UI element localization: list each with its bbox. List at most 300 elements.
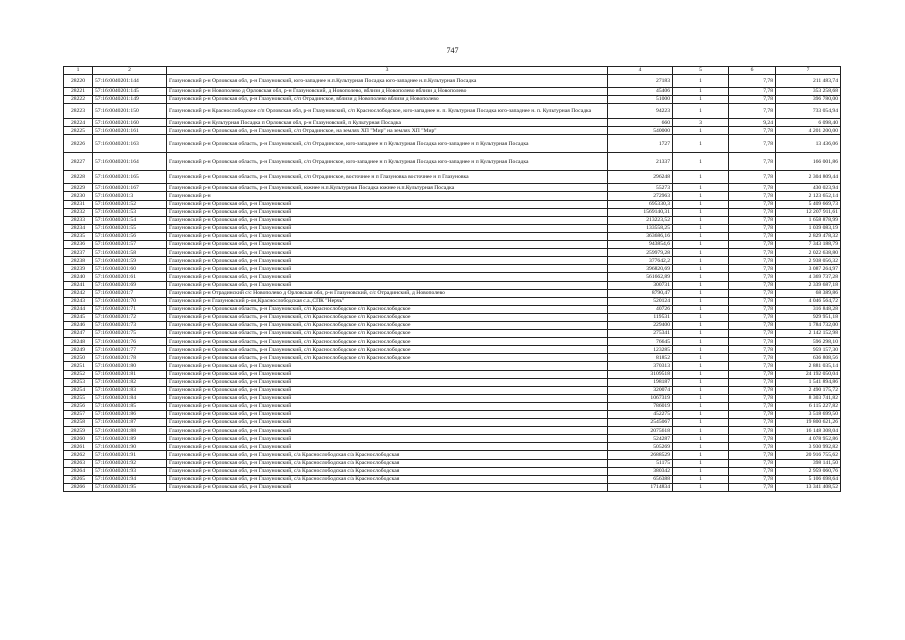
specific-value-cell: 7,78 bbox=[729, 451, 776, 459]
cadastral-number-cell: 57:16:0040201:149 bbox=[93, 96, 167, 104]
area-cell: 370313 bbox=[608, 362, 673, 370]
specific-value-cell: 7,78 bbox=[729, 394, 776, 402]
area-cell: 51000 bbox=[608, 96, 673, 104]
cadastral-value-cell: 16 148 308,04 bbox=[776, 427, 841, 435]
cadastral-value-cell: 2 123 652,14 bbox=[776, 192, 841, 200]
specific-value-cell: 7,78 bbox=[729, 135, 776, 153]
page-number: 747 bbox=[446, 46, 459, 55]
row-number-cell: 28246 bbox=[64, 321, 93, 329]
group-cell: 1 bbox=[673, 192, 729, 200]
table-row bbox=[64, 224, 841, 232]
area-cell: 76645 bbox=[608, 338, 673, 346]
table-row bbox=[64, 192, 841, 200]
row-number-cell: 28264 bbox=[64, 467, 93, 475]
area-cell: 520124 bbox=[608, 297, 673, 305]
cadastral-number-cell: 57:16:0040201:71 bbox=[93, 305, 167, 313]
table-row bbox=[64, 321, 841, 329]
group-cell: 1 bbox=[673, 378, 729, 386]
specific-value-cell: 7,78 bbox=[729, 370, 776, 378]
group-cell: 1 bbox=[673, 281, 729, 289]
specific-value-cell: 7,78 bbox=[729, 171, 776, 184]
cadastral-number-cell: 57:16:0040201:60 bbox=[93, 265, 167, 273]
column-header-5: 5 bbox=[673, 67, 729, 75]
cadastral-value-cell: 7 343 188,79 bbox=[776, 241, 841, 249]
address-cell: Глазуновский р-н Орловская обл, р-н Глазуновский, юго-западнее н.п.Культурная Посадка юго-западнее н.п.Культурная Посадка bbox=[167, 75, 608, 88]
area-cell: 380342 bbox=[608, 467, 673, 475]
area-cell: 2545067 bbox=[608, 419, 673, 427]
specific-value-cell: 7,78 bbox=[729, 338, 776, 346]
cadastral-number-cell: 57:16:0040201:3 bbox=[93, 192, 167, 200]
specific-value-cell: 7,78 bbox=[729, 402, 776, 410]
group-cell: 1 bbox=[673, 313, 729, 321]
specific-value-cell: 7,78 bbox=[729, 378, 776, 386]
specific-value-cell: 7,78 bbox=[729, 241, 776, 249]
table-row bbox=[64, 88, 841, 96]
area-cell: 396820,69 bbox=[608, 265, 673, 273]
table-row bbox=[64, 104, 841, 119]
specific-value-cell: 7,78 bbox=[729, 216, 776, 224]
table-row bbox=[64, 281, 841, 289]
cadastral-value-cell: 166 001,86 bbox=[776, 153, 841, 171]
area-cell: 452275 bbox=[608, 411, 673, 419]
address-cell: Глазуновский р-н Орловская обл, р-н Глазуновский bbox=[167, 419, 608, 427]
group-cell: 1 bbox=[673, 459, 729, 467]
group-cell: 1 bbox=[673, 297, 729, 305]
area-cell: 213223,52 bbox=[608, 216, 673, 224]
table-row bbox=[64, 443, 841, 451]
group-cell: 1 bbox=[673, 200, 729, 208]
address-cell: Глазуновский р-н Орловская обл, р-н Глазуновский bbox=[167, 265, 608, 273]
cadastral-number-cell: 57:16:0040201:87 bbox=[93, 419, 167, 427]
area-cell: 1067319 bbox=[608, 394, 673, 402]
specific-value-cell: 7,78 bbox=[729, 184, 776, 192]
table-row bbox=[64, 249, 841, 257]
cadastral-number-cell: 57:16:0040201:95 bbox=[93, 483, 167, 491]
cadastral-number-cell: 57:16:0040201:75 bbox=[93, 330, 167, 338]
cadastral-value-cell: 68 389,86 bbox=[776, 289, 841, 297]
row-number-cell: 28221 bbox=[64, 88, 93, 96]
group-cell: 1 bbox=[673, 435, 729, 443]
specific-value-cell: 7,78 bbox=[729, 443, 776, 451]
table-row bbox=[64, 313, 841, 321]
area-cell: 81852 bbox=[608, 354, 673, 362]
column-header-7: 7 bbox=[776, 67, 841, 75]
row-number-cell: 28231 bbox=[64, 200, 93, 208]
table-row bbox=[64, 289, 841, 297]
area-cell: 119531 bbox=[608, 313, 673, 321]
cadastral-number-cell: 57:16:0040201:164 bbox=[93, 153, 167, 171]
table-row bbox=[64, 362, 841, 370]
specific-value-cell: 7,78 bbox=[729, 305, 776, 313]
cadastral-number-cell: 57:16:0040201:163 bbox=[93, 135, 167, 153]
cadastral-value-cell: 733 054,94 bbox=[776, 104, 841, 119]
area-cell: 300731 bbox=[608, 281, 673, 289]
cadastral-value-cell: 596 298,10 bbox=[776, 338, 841, 346]
group-cell: 1 bbox=[673, 419, 729, 427]
cadastral-value-cell: 6 098,40 bbox=[776, 119, 841, 127]
row-number-cell: 28228 bbox=[64, 171, 93, 184]
cadastral-value-cell: 12 207 911,61 bbox=[776, 208, 841, 216]
group-cell: 1 bbox=[673, 75, 729, 88]
table-row bbox=[64, 273, 841, 281]
specific-value-cell: 7,78 bbox=[729, 346, 776, 354]
group-cell: 1 bbox=[673, 402, 729, 410]
row-number-cell: 28222 bbox=[64, 96, 93, 104]
specific-value-cell: 7,78 bbox=[729, 289, 776, 297]
address-cell: Глазуновский р-н Орловская область, р-н Глазуновский, с/п Краснослободское с/п Краснослободское bbox=[167, 346, 608, 354]
address-cell: Глазуновский р-н Орловская обл, р-н Глазуновский bbox=[167, 200, 608, 208]
group-cell: 1 bbox=[673, 338, 729, 346]
specific-value-cell: 7,78 bbox=[729, 459, 776, 467]
table-row bbox=[64, 171, 841, 184]
cadastral-value-cell: 3 930 992,82 bbox=[776, 443, 841, 451]
cadastral-number-cell: 57:16:0040201:78 bbox=[93, 354, 167, 362]
group-cell: 1 bbox=[673, 184, 729, 192]
table-row bbox=[64, 257, 841, 265]
column-header-4: 4 bbox=[608, 67, 673, 75]
row-number-cell: 28237 bbox=[64, 249, 93, 257]
address-cell: Глазуновский р-н Новополево д Орловская обл, р-н Глазуновский, д Новополево, вблизи д Новополево вблизи д Новополево bbox=[167, 88, 608, 96]
cadastral-table-sheet bbox=[63, 66, 841, 492]
address-cell: Глазуновский р-н Орловская обл, р-н Глазуновский bbox=[167, 208, 608, 216]
address-cell: Глазуновский р-н Орловская обл, р-н Глазуновский bbox=[167, 483, 608, 491]
row-number-cell: 28224 bbox=[64, 119, 93, 127]
table-row bbox=[64, 370, 841, 378]
address-cell: Глазуновский р-н Орловская обл, р-н Глазуновский bbox=[167, 427, 608, 435]
row-number-cell: 28258 bbox=[64, 419, 93, 427]
cadastral-number-cell: 57:16:0040201:54 bbox=[93, 216, 167, 224]
row-number-cell: 28223 bbox=[64, 104, 93, 119]
cadastral-number-cell: 57:16:0040201:91 bbox=[93, 451, 167, 459]
column-number-header-row bbox=[64, 67, 841, 75]
table-row bbox=[64, 427, 841, 435]
address-cell: Глазуновский р-н Орловская область, р-н Глазуновский, с/п Краснослободское с/п Краснослободское bbox=[167, 330, 608, 338]
specific-value-cell: 7,78 bbox=[729, 127, 776, 135]
cadastral-value-cell: 430 023,94 bbox=[776, 184, 841, 192]
specific-value-cell: 9,24 bbox=[729, 119, 776, 127]
group-cell: 1 bbox=[673, 171, 729, 184]
specific-value-cell: 7,78 bbox=[729, 330, 776, 338]
cadastral-value-cell: 4 046 564,72 bbox=[776, 297, 841, 305]
group-cell: 1 bbox=[673, 305, 729, 313]
address-cell: Глазуновский р-н Отрадинский с/с Новополево д Орловская обл, р-н Глазуновский, с/с Отрадинский, д Новополево bbox=[167, 289, 608, 297]
column-header-6: 6 bbox=[729, 67, 776, 75]
cadastral-number-cell: 57:16:0040201:61 bbox=[93, 273, 167, 281]
row-number-cell: 28236 bbox=[64, 241, 93, 249]
specific-value-cell: 7,78 bbox=[729, 153, 776, 171]
area-cell: 51175 bbox=[608, 459, 673, 467]
address-cell: Глазуновский р-н Орловская область, р-н Глазуновский, с/п Отрадинское, юго-западнее н п Культурная Посадка юго-западнее н п Культурная Посадка bbox=[167, 135, 608, 153]
area-cell: 133558,25 bbox=[608, 224, 673, 232]
row-number-cell: 28265 bbox=[64, 475, 93, 483]
table-row bbox=[64, 451, 841, 459]
address-cell: Глазуновский р-н Орловская область, р-н Глазуновский, с/п Краснослободское с/п Краснослободское bbox=[167, 313, 608, 321]
group-cell: 1 bbox=[673, 96, 729, 104]
row-number-cell: 28227 bbox=[64, 153, 93, 171]
group-cell: 1 bbox=[673, 346, 729, 354]
area-cell: 524287 bbox=[608, 435, 673, 443]
cadastral-value-cell: 2 959 060,76 bbox=[776, 467, 841, 475]
group-cell: 1 bbox=[673, 370, 729, 378]
cadastral-number-cell: 57:16:0040201:59 bbox=[93, 257, 167, 265]
table-row bbox=[64, 216, 841, 224]
table-row bbox=[64, 127, 841, 135]
group-cell: 1 bbox=[673, 224, 729, 232]
specific-value-cell: 7,78 bbox=[729, 321, 776, 329]
table-row bbox=[64, 232, 841, 240]
specific-value-cell: 7,78 bbox=[729, 386, 776, 394]
area-cell: 45406 bbox=[608, 88, 673, 96]
row-number-cell: 28247 bbox=[64, 330, 93, 338]
group-cell: 1 bbox=[673, 427, 729, 435]
address-cell: Глазуновский р-н Орловская область, р-н Глазуновский, южнее н.п.Культурная Посадка южнее н.п.Культурная Посадка bbox=[167, 184, 608, 192]
table-row bbox=[64, 435, 841, 443]
cadastral-value-cell: 13 436,06 bbox=[776, 135, 841, 153]
address-cell: Глазуновский р-н Орловская обл, р-н Глазуновский, с/а Краснослободская с/а Краснослободская bbox=[167, 459, 608, 467]
cadastral-number-cell: 57:16:0040201:150 bbox=[93, 104, 167, 119]
table-row bbox=[64, 394, 841, 402]
specific-value-cell: 7,78 bbox=[729, 281, 776, 289]
cadastral-value-cell: 4 369 737,28 bbox=[776, 273, 841, 281]
area-cell: 660 bbox=[608, 119, 673, 127]
row-number-cell: 28244 bbox=[64, 305, 93, 313]
cadastral-value-cell: 5 409 669,73 bbox=[776, 200, 841, 208]
address-cell: Глазуновский р-н Орловская область, р-н Глазуновский, с/п Краснослободское с/п Краснослободское bbox=[167, 338, 608, 346]
row-number-cell: 28254 bbox=[64, 386, 93, 394]
specific-value-cell: 7,78 bbox=[729, 224, 776, 232]
cadastral-number-cell: 57:16:0040201:83 bbox=[93, 386, 167, 394]
cadastral-number-cell: 57:16:0040201:80 bbox=[93, 362, 167, 370]
table-row bbox=[64, 386, 841, 394]
row-number-cell: 28232 bbox=[64, 208, 93, 216]
specific-value-cell: 7,78 bbox=[729, 88, 776, 96]
address-cell: Глазуновский р-н bbox=[167, 192, 608, 200]
cadastral-value-cell: 24 192 050,04 bbox=[776, 370, 841, 378]
cadastral-number-cell: 57:16:0040201:84 bbox=[93, 394, 167, 402]
table-row bbox=[64, 354, 841, 362]
row-number-cell: 28251 bbox=[64, 362, 93, 370]
cadastral-number-cell: 57:16:0040201:55 bbox=[93, 224, 167, 232]
address-cell: Глазуновский р-н Культурная Посадка п Орловская обл, р-н Глазуновский, п Культурная Посадка bbox=[167, 119, 608, 127]
group-cell: 1 bbox=[673, 475, 729, 483]
cadastral-number-cell: 57:16:0040201:53 bbox=[93, 208, 167, 216]
cadastral-number-cell: 57:16:0040201:167 bbox=[93, 184, 167, 192]
table-row bbox=[64, 153, 841, 171]
group-cell: 1 bbox=[673, 394, 729, 402]
cadastral-value-cell: 1 784 732,00 bbox=[776, 321, 841, 329]
address-cell: Глазуновский р-н Орловская обл, р-н Глазуновский, с/а Краснослободская с/а Краснослободская bbox=[167, 475, 608, 483]
specific-value-cell: 7,78 bbox=[729, 435, 776, 443]
row-number-cell: 28248 bbox=[64, 338, 93, 346]
row-number-cell: 28256 bbox=[64, 402, 93, 410]
specific-value-cell: 7,78 bbox=[729, 257, 776, 265]
address-cell: Глазуновский р-н Орловская область, р-н Глазуновский, с/п Краснослободское с/п Краснослободское bbox=[167, 321, 608, 329]
column-header-3: 3 bbox=[167, 67, 608, 75]
row-number-cell: 28240 bbox=[64, 273, 93, 281]
address-cell: Глазуновский р-н Глазуновский р-он,Краснослободская с.а.,СПК "Нерчь" bbox=[167, 297, 608, 305]
area-cell: 561662,89 bbox=[608, 273, 673, 281]
cadastral-number-cell: 57:16:0040201:77 bbox=[93, 346, 167, 354]
address-cell: Глазуновский р-н Орловская область, р-н Глазуновский, с/п Краснослободское с/п Краснослободское bbox=[167, 305, 608, 313]
area-cell: 1714834 bbox=[608, 483, 673, 491]
area-cell: 1569140,31 bbox=[608, 208, 673, 216]
group-cell: 1 bbox=[673, 257, 729, 265]
cadastral-value-cell: 3 518 699,50 bbox=[776, 411, 841, 419]
address-cell: Глазуновский р-н Краснослободское с/п Орловская обл, р-н Глазуновский, с/п Краснослободское, юго-западнее н. п. Культурная Посадка юго-западнее н. п. Культурная Посадка bbox=[167, 104, 608, 119]
cadastral-value-cell: 2 881 035,14 bbox=[776, 362, 841, 370]
cadastral-number-cell: 57:16:0040201:72 bbox=[93, 313, 167, 321]
column-header-2: 2 bbox=[93, 67, 167, 75]
area-cell: 505269 bbox=[608, 443, 673, 451]
table-row bbox=[64, 305, 841, 313]
area-cell: 2688529 bbox=[608, 451, 673, 459]
address-cell: Глазуновский р-н Орловская обл, р-н Глазуновский bbox=[167, 224, 608, 232]
address-cell: Глазуновский р-н Орловская обл, р-н Глазуновский bbox=[167, 386, 608, 394]
cadastral-number-cell: 57:16:0040201:94 bbox=[93, 475, 167, 483]
specific-value-cell: 7,78 bbox=[729, 297, 776, 305]
cadastral-number-cell: 57:16:0040201:57 bbox=[93, 241, 167, 249]
area-cell: 229400 bbox=[608, 321, 673, 329]
table-row bbox=[64, 459, 841, 467]
group-cell: 1 bbox=[673, 467, 729, 475]
row-number-cell: 28259 bbox=[64, 427, 93, 435]
specific-value-cell: 7,78 bbox=[729, 75, 776, 88]
cadastral-number-cell: 57:16:0040201:161 bbox=[93, 127, 167, 135]
cadastral-value-cell: 4 201 200,00 bbox=[776, 127, 841, 135]
cadastral-number-cell: 57:16:0040201:7 bbox=[93, 289, 167, 297]
cadastral-number-cell: 57:16:0040201:90 bbox=[93, 443, 167, 451]
address-cell: Глазуновский р-н Орловская область, р-н Глазуновский, с/п Краснослободское с/п Краснослободское bbox=[167, 354, 608, 362]
column-header-1: 1 bbox=[64, 67, 93, 75]
cadastral-number-cell: 57:16:0040201:89 bbox=[93, 435, 167, 443]
row-number-cell: 28226 bbox=[64, 135, 93, 153]
address-cell: Глазуновский р-н Орловская обл, р-н Глазуновский bbox=[167, 216, 608, 224]
area-cell: 695330,3 bbox=[608, 200, 673, 208]
cadastral-value-cell: 5 106 698,64 bbox=[776, 475, 841, 483]
group-cell: 1 bbox=[673, 241, 729, 249]
table-row bbox=[64, 184, 841, 192]
area-cell: 1727 bbox=[608, 135, 673, 153]
specific-value-cell: 7,78 bbox=[729, 200, 776, 208]
area-cell: 198187 bbox=[608, 378, 673, 386]
table-row bbox=[64, 135, 841, 153]
specific-value-cell: 7,78 bbox=[729, 411, 776, 419]
specific-value-cell: 7,78 bbox=[729, 475, 776, 483]
specific-value-cell: 7,78 bbox=[729, 427, 776, 435]
table-row bbox=[64, 483, 841, 491]
cadastral-number-cell: 57:16:0040201:76 bbox=[93, 338, 167, 346]
row-number-cell: 28249 bbox=[64, 346, 93, 354]
row-number-cell: 28235 bbox=[64, 232, 93, 240]
area-cell: 27183 bbox=[608, 75, 673, 88]
row-number-cell: 28255 bbox=[64, 394, 93, 402]
specific-value-cell: 7,78 bbox=[729, 467, 776, 475]
address-cell: Глазуновский р-н Орловская область, р-н Глазуновский, с/п Отрадинское, юго-западнее н п Культурная Посадка юго-западнее н п Культурная Посадка bbox=[167, 153, 608, 171]
cadastral-number-cell: 57:16:0040201:88 bbox=[93, 427, 167, 435]
row-number-cell: 28263 bbox=[64, 459, 93, 467]
group-cell: 1 bbox=[673, 273, 729, 281]
row-number-cell: 28245 bbox=[64, 313, 93, 321]
table-row bbox=[64, 241, 841, 249]
group-cell: 1 bbox=[673, 411, 729, 419]
cadastral-value-cell: 2 339 687,18 bbox=[776, 281, 841, 289]
address-cell: Глазуновский р-н Орловская обл, р-н Глазуновский, с/п Отрадинское, на землях ХП "Мир" на землях ХП "Мир" bbox=[167, 127, 608, 135]
address-cell: Глазуновский р-н Орловская обл, р-н Глазуновский bbox=[167, 249, 608, 257]
cadastral-value-cell: 396 780,00 bbox=[776, 96, 841, 104]
group-cell: 1 bbox=[673, 232, 729, 240]
row-number-cell: 28233 bbox=[64, 216, 93, 224]
group-cell: 1 bbox=[673, 265, 729, 273]
cadastral-value-cell: 6 115 227,82 bbox=[776, 402, 841, 410]
table-row bbox=[64, 330, 841, 338]
table-row bbox=[64, 96, 841, 104]
table-row bbox=[64, 265, 841, 273]
area-cell: 540000 bbox=[608, 127, 673, 135]
cadastral-number-cell: 57:16:0040201:73 bbox=[93, 321, 167, 329]
group-cell: 1 bbox=[673, 330, 729, 338]
cadastral-number-cell: 57:16:0040201:160 bbox=[93, 119, 167, 127]
address-cell: Глазуновский р-н Орловская обл, р-н Глазуновский bbox=[167, 362, 608, 370]
area-cell: 2075618 bbox=[608, 427, 673, 435]
area-cell: 296248 bbox=[608, 171, 673, 184]
cadastral-value-cell: 929 951,18 bbox=[776, 313, 841, 321]
address-cell: Глазуновский р-н Орловская обл, р-н Глазуновский bbox=[167, 411, 608, 419]
row-number-cell: 28243 bbox=[64, 297, 93, 305]
row-number-cell: 28225 bbox=[64, 127, 93, 135]
specific-value-cell: 7,78 bbox=[729, 362, 776, 370]
cadastral-number-cell: 57:16:0040201:70 bbox=[93, 297, 167, 305]
cadastral-number-cell: 57:16:0040201:85 bbox=[93, 402, 167, 410]
cadastral-number-cell: 57:16:0040201:93 bbox=[93, 467, 167, 475]
address-cell: Глазуновский р-н Орловская область, р-н Глазуновский, с/п Отрадинское, восточнее н п Глазуновка восточнее н п Глазуновка bbox=[167, 171, 608, 184]
group-cell: 1 bbox=[673, 451, 729, 459]
cadastral-value-cell: 4 078 952,86 bbox=[776, 435, 841, 443]
address-cell: Глазуновский р-н Орловская обл, р-н Глазуновский bbox=[167, 370, 608, 378]
group-cell: 1 bbox=[673, 104, 729, 119]
cadastral-number-cell: 57:16:0040201:92 bbox=[93, 459, 167, 467]
area-cell: 94223 bbox=[608, 104, 673, 119]
cadastral-number-cell: 57:16:0040201:52 bbox=[93, 200, 167, 208]
cadastral-number-cell: 57:16:0040201:82 bbox=[93, 378, 167, 386]
cadastral-value-cell: 3 087 264,97 bbox=[776, 265, 841, 273]
cadastral-number-cell: 57:16:0040201:165 bbox=[93, 171, 167, 184]
group-cell: 1 bbox=[673, 88, 729, 96]
row-number-cell: 28239 bbox=[64, 265, 93, 273]
cadastral-value-cell: 211 483,74 bbox=[776, 75, 841, 88]
area-cell: 320074 bbox=[608, 386, 673, 394]
row-number-cell: 28262 bbox=[64, 451, 93, 459]
cadastral-value-cell: 353 258,68 bbox=[776, 88, 841, 96]
specific-value-cell: 7,78 bbox=[729, 265, 776, 273]
group-cell: 1 bbox=[673, 127, 729, 135]
cadastral-number-cell: 57:16:0040201:144 bbox=[93, 75, 167, 88]
specific-value-cell: 7,78 bbox=[729, 419, 776, 427]
specific-value-cell: 7,78 bbox=[729, 96, 776, 104]
row-number-cell: 28238 bbox=[64, 257, 93, 265]
area-cell: 943854,6 bbox=[608, 241, 673, 249]
area-cell: 259979,28 bbox=[608, 249, 673, 257]
specific-value-cell: 7,78 bbox=[729, 483, 776, 491]
group-cell: 1 bbox=[673, 249, 729, 257]
address-cell: Глазуновский р-н Орловская обл, р-н Глазуновский bbox=[167, 273, 608, 281]
area-cell: 21337 bbox=[608, 153, 673, 171]
table-row bbox=[64, 411, 841, 419]
area-cell: 272963 bbox=[608, 192, 673, 200]
group-cell: 1 bbox=[673, 216, 729, 224]
table-row bbox=[64, 467, 841, 475]
area-cell: 8790,47 bbox=[608, 289, 673, 297]
cadastral-value-cell: 2 304 809,44 bbox=[776, 171, 841, 184]
